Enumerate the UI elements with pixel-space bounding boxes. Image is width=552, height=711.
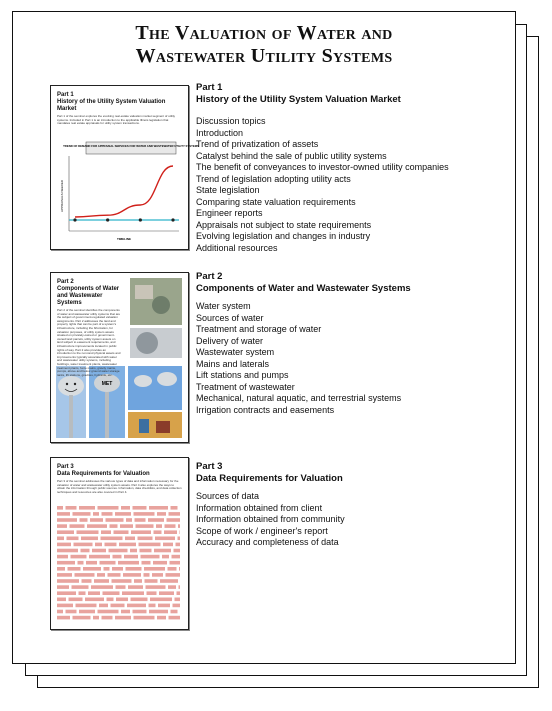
keyword-cloud-word [140,549,152,553]
keyword-cloud-word [57,579,79,583]
demand-trend-line [75,166,173,217]
thumb-part-label: Part 1 [57,92,74,98]
part2-thumbnail [50,272,189,443]
water-towers-pair-photo [128,366,182,410]
keyword-cloud-word [101,530,111,534]
keyword-cloud-word [175,598,181,602]
keyword-cloud-word [68,567,81,571]
keyword-cloud-word [171,610,178,614]
keyword-cloud-word [146,585,166,589]
section-part-label: Part 2 [196,271,223,282]
thumb-body: Part 2 of the seminar identifies the components of water and wastewater utility systems that are the subject of government-regulated valuation assignments. Part 2 addresses the land and property rights that can be part of a system's infrastructure, including the bifurcation, for valuation purposes, of utility system assets situated on privately-owned or government-owned land parcels, utility system assets on land subject to easement requirements, and infrastructure improvements located in public rights of way. Part 2 also provides an introduction to the non-land physical assets and improvements typically associated with water and wastewater utility systems, including buildings, water treatment plants, wastewater treatment plants, force mains, gravity mains, pumps, above and below ground water storage tanks, lift stations, gravities, hydrants, etc. [57,308,121,377]
document-title-line2: Wastewater Utility Systems [135,45,393,67]
keyword-cloud-word [87,524,107,528]
keyword-cloud-word [164,530,177,534]
keyword-cloud-word [57,555,68,559]
keyword-cloud-word [168,567,177,571]
topic-item: Mains and laterals [196,358,270,369]
keyword-cloud-word [106,518,124,522]
section-title: Components of Water and Wastewater Systems [196,283,411,294]
topic-item: Appraisals not subject to state requirements [196,219,372,230]
keyword-cloud-word [98,610,119,614]
topic-item: Delivery of water [196,335,264,346]
thumb-part-label: Part 2 [57,279,74,285]
thumb-body: Part 3 of the seminar addresses the various types of data and information necessary for the valuation of water and wastewater utility system assets. Part 4 also explores the ways to obtain the information through public sources. Information, data checklists, and data collection techniques and resources are also covered in Part 4. [57,479,182,494]
topic-list [196,116,516,254]
document-title [13,22,515,68]
document-title-line1: The Valuation of Water and [135,22,393,44]
keyword-cloud-word [174,549,181,553]
keyword-cloud-word [57,512,70,516]
keyword-cloud-word [66,506,77,510]
topic-item: The benefit of conveyances to investor-owned utility companies [196,162,449,172]
section-part-label: Part 1 [196,82,223,93]
keyword-cloud-word [72,585,89,589]
keyword-cloud-word [153,561,167,565]
keyword-cloud-word [138,537,153,541]
keyword-cloud-word [144,573,150,577]
keyword-cloud-word [57,616,70,620]
keyword-cloud-word [93,616,99,620]
topic-item: Information obtained from client [196,502,323,513]
thumb-body: Part 1 of the seminar explores the evolving real-estate valuation market segment of utility systems. Included in Part 1 is an introduction to the applicable Illinois legislation that mandates real estate appraisals for utility system transactions. [57,114,176,126]
chart-title-line: TREND OF DEMAND FOR APPRAISAL SERVICES FOR WATER AND WASTEWATER UTILITY SYSTEMS [63,144,199,148]
keyword-cloud-word [149,604,156,608]
keyword-cloud-word [149,506,168,510]
keyword-cloud-word [81,537,98,541]
keyword-cloud-word [165,524,176,528]
keyword-cloud-word [70,524,85,528]
keyword-cloud-word [57,549,78,553]
keyword-cloud-word [163,543,173,547]
keyword-cloud-word [126,567,142,571]
topic-item: Mechanical, natural aquatic, and terrestrial systems [196,393,402,403]
keyword-cloud-word [79,610,95,614]
topic-item: Trend of privatization of assets [196,139,319,149]
keyword-cloud-word [134,616,155,620]
part1-section [196,82,516,254]
keyword-cloud-word [95,543,102,547]
keyword-cloud-word [69,598,83,602]
keyword-cloud-word [136,524,154,528]
chart-ylabel: APPRAISALS NEEDED [60,179,64,213]
keyword-cloud-word [119,543,136,547]
keyword-cloud-word [73,616,91,620]
keyword-cloud-word [71,555,87,559]
keyword-cloud-word [121,506,130,510]
keyword-cloud-word [168,585,176,589]
thumb-title: Data Requirements for Valuation [57,471,150,477]
keyword-cloud-word [144,567,165,571]
keyword-cloud-word [126,518,132,522]
keyword-cloud-word [125,537,135,541]
part3-section [196,461,516,549]
keyword-cloud-word [89,555,110,559]
keyword-cloud-word [81,549,90,553]
keyword-cloud-word [139,543,161,547]
keyword-cloud-word [104,567,110,571]
keyword-cloud-word [135,518,146,522]
keyword-cloud-word [169,616,181,620]
keyword-cloud-word [90,518,103,522]
timeline-point [73,218,76,221]
keyword-cloud-word [100,561,116,565]
topic-item: Sources of water [196,312,264,323]
keyword-cloud-word [102,512,113,516]
keyword-cloud-word [115,512,131,516]
keyword-cloud-word [179,567,180,571]
keyword-cloud-word [91,585,113,589]
part1-thumbnail [50,85,199,250]
keyword-cloud-word [160,579,178,583]
keyword-cloud-word [80,518,88,522]
timeline-point [106,218,109,221]
keyword-cloud-word [149,610,168,614]
keyword-cloud-word [147,591,157,595]
keyword-cloud-word [57,604,73,608]
pumping-station-photo [128,412,182,438]
keyword-cloud-word [57,591,76,595]
keyword-cloud-word [77,530,99,534]
keyword-cloud-word [128,585,143,589]
keyword-cloud-word [57,573,72,577]
keyword-cloud-word [172,555,181,559]
keyword-cloud-word [75,573,95,577]
keyword-cloud-word [101,537,123,541]
thumb-title: History of the Utility System Valuation Market [57,99,166,112]
keyword-cloud-word [155,537,175,541]
keyword-cloud-word [57,567,65,571]
keyword-cloud-word [116,598,128,602]
keyword-cloud-word [141,555,160,559]
topic-item: Comparing state valuation requirements [196,196,356,207]
keyword-cloud-word [57,506,63,510]
keyword-cloud-word [110,524,118,528]
keyword-cloud-word [115,616,131,620]
keyword-cloud-word [178,537,181,541]
keyword-cloud-word [134,512,155,516]
topic-item: Wastewater system [196,347,275,357]
keyword-cloud-word [131,598,148,602]
keyword-cloud-word [103,591,120,595]
keyword-cloud-word [57,585,69,589]
keyword-cloud-word [156,524,162,528]
tower-label: MET [101,381,113,387]
section-part-label: Part 3 [196,461,223,472]
topic-item: Treatment and storage of water [196,324,322,334]
keyword-cloud-word [107,598,114,602]
keyword-cloud-word [66,610,77,614]
keyword-cloud-word [67,537,79,541]
keyword-cloud-word [102,616,113,620]
keyword-cloud-word [108,573,121,577]
keyword-cloud-word [57,543,71,547]
keyword-cloud-word [159,591,174,595]
keyword-cloud-word [83,567,101,571]
keyword-cloud-word [173,604,181,608]
keyword-cloud-word [157,616,166,620]
keyword-cloud-word [57,524,67,528]
topic-item: Information obtained from community [196,514,345,524]
keyword-cloud-word [112,579,132,583]
topic-item: Introduction [196,127,244,138]
keyword-cloud-word [57,537,64,541]
keyword-cloud-word [57,598,66,602]
keyword-cloud-word [121,610,130,614]
keyword-cloud-word [116,585,126,589]
topic-item: Treatment of wastewater [196,381,295,392]
keyword-cloud-word [162,555,169,559]
keyword-cloud-word [123,573,141,577]
keyword-cloud-word [158,604,170,608]
keyword-cloud-word [99,604,108,608]
keyword-cloud-word [118,561,139,565]
keyword-cloud-word [86,561,97,565]
keyword-cloud-word [79,591,86,595]
keyword-cloud-word [134,579,142,583]
keyword-cloud-word [57,530,74,534]
topic-item: Lift stations and pumps [196,370,289,380]
topic-list [196,491,516,549]
keyword-cloud-word [112,567,123,571]
keyword-cloud-word [98,506,119,510]
keyword-cloud-word [97,573,105,577]
topic-item: Irrigation contracts and easements [196,404,335,415]
keyword-cloud-word [122,591,144,595]
keyword-cloud-word [88,591,100,595]
keyword-cloud-word [82,579,92,583]
front-page [12,11,516,664]
keyword-cloud-word [130,549,137,553]
keyword-cloud-word [114,530,129,534]
keyword-cloud-word [93,512,99,516]
topic-item: Accuracy and completeness of data [196,537,339,547]
keyword-cloud-word [152,573,163,577]
keyword-cloud-word [178,524,180,528]
topic-item: Discussion topics [196,116,266,126]
keyword-cloud-word [142,561,151,565]
keyword-cloud-word [133,610,147,614]
keyword-cloud-word [154,549,171,553]
keyword-cloud-word [148,518,164,522]
keyword-cloud-word [177,591,181,595]
keyword-cloud-word [85,598,104,602]
keyword-cloud-word [145,579,158,583]
topic-item: Catalyst behind the sale of public utility systems [196,150,387,161]
keyword-cloud-word [169,512,181,516]
keyword-cloud-word [57,610,63,614]
part2-section [196,271,516,416]
keyword-cloud-word [166,573,181,577]
topic-item: Water system [196,301,251,311]
timeline-point [171,218,174,221]
keyword-cloud-word [154,530,162,534]
keyword-cloud-word [127,604,146,608]
keyword-cloud-word [57,518,77,522]
keyword-cloud-word [176,543,181,547]
topic-item: Trend of legislation adopting utility acts [196,173,351,184]
keyword-cloud-word [167,518,181,522]
keyword-cloud-word [170,561,181,565]
keyword-cloud-word [94,579,109,583]
keyword-cloud-word [113,555,122,559]
keyword-cloud-word [150,598,172,602]
keyword-cloud-word [76,604,97,608]
keyword-cloud-word [171,506,178,510]
keyword-cloud-word [180,530,181,534]
keyword-cloud-word [157,512,166,516]
demand-trend-chart [57,142,199,242]
keyword-cloud-word [57,561,75,565]
keyword-cloud-word [131,530,151,534]
topic-item: Sources of data [196,491,260,501]
thumb-title: Components of Water and Wastewater Systems [57,286,120,306]
keyword-cloud-word [92,549,106,553]
topic-list [196,301,516,416]
topic-item: Additional resources [196,242,278,253]
keyword-cloud-word [179,585,181,589]
keyword-cloud-word [105,543,117,547]
thumb-part-label: Part 3 [57,464,74,470]
keyword-cloud-word [109,549,128,553]
keyword-cloud-word [124,555,138,559]
topic-item: State legislation [196,185,260,195]
keyword-cloud-word [73,512,91,516]
keyword-cloud-word [120,524,133,528]
chart-xlabel: TIMELINE [117,237,131,241]
keyword-cloud-word [79,506,95,510]
keyword-cloud-word [74,543,93,547]
topic-item: Engineer reports [196,208,263,218]
section-title: History of the Utility System Valuation Market [196,94,401,105]
topic-item: Scope of work / engineer's report [196,525,328,536]
topic-item: Evolving legislation and changes in industry [196,231,371,241]
keyword-cloud-word [133,506,147,510]
section-title: Data Requirements for Valuation [196,473,343,484]
keyword-cloud-word [111,604,125,608]
timeline-point [139,218,142,221]
keyword-cloud-graphic [57,506,182,624]
part3-thumbnail [50,457,189,630]
keyword-cloud-word [78,561,84,565]
